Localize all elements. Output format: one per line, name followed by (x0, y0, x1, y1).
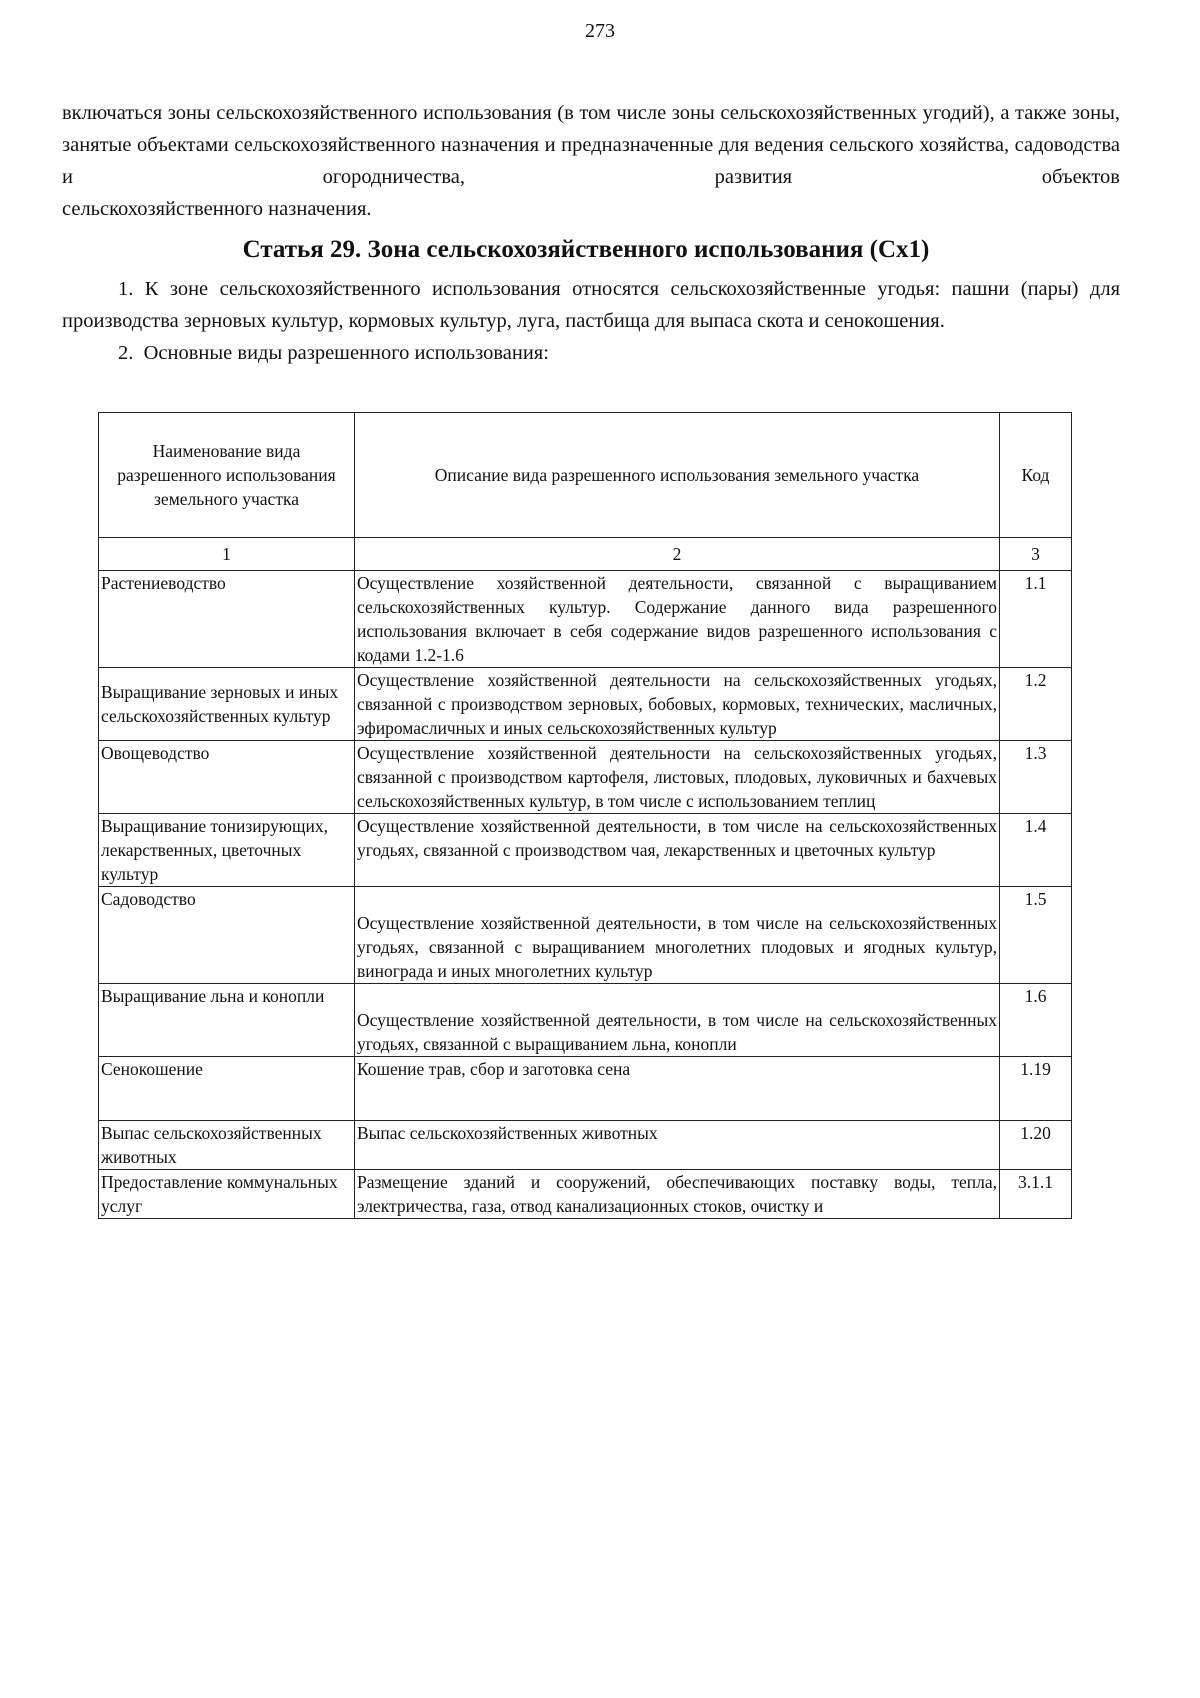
table-row (99, 668, 1072, 741)
use-description: Осуществление хозяйственной деятельности на сельскохозяйственных угодьях, связанной с производством зерновых, бобовых, кормовых, технических, масличных, эфиромасличных и иных сельскохозяйственных культур (355, 668, 1000, 741)
header-description: Описание вида разрешенного использования земельного участка (355, 413, 1000, 538)
table-header-row (99, 413, 1072, 538)
use-code: 1.3 (1000, 741, 1072, 814)
use-name: Сенокошение (99, 1057, 355, 1121)
use-code: 1.1 (1000, 571, 1072, 668)
use-name: Выращивание зерновых и иных сельскохозяйственных культур (99, 668, 355, 741)
use-description: Выпас сельскохозяйственных животных (355, 1121, 1000, 1170)
article-item-2: 2. Основные виды разрешенного использования: (118, 342, 549, 364)
table-row (99, 887, 1072, 984)
use-description: Осуществление хозяйственной деятельности, связанной с выращиванием сельскохозяйственных культур. Содержание данного вида разрешенного использования включает в себя содержание видов разрешенного использования с кодами 1.2-1.6 (355, 571, 1000, 668)
use-name: Овощеводство (99, 741, 355, 814)
use-code: 1.19 (1000, 1057, 1072, 1121)
use-name: Выращивание льна и конопли (99, 984, 355, 1057)
table-row (99, 1121, 1072, 1170)
header-code: Код (1000, 413, 1072, 538)
document-body (62, 97, 1120, 369)
use-code: 1.2 (1000, 668, 1072, 741)
table-row (99, 814, 1072, 887)
use-name: Выращивание тонизирующих, лекарственных, цветочных культур (99, 814, 355, 887)
use-name: Садоводство (99, 887, 355, 984)
table-row (99, 984, 1072, 1057)
intro-paragraph-end: сельскохозяйственного назначения. (62, 198, 372, 220)
use-code: 1.6 (1000, 984, 1072, 1057)
use-name: Выпас сельскохозяйственных животных (99, 1121, 355, 1170)
column-number: 1 (99, 538, 355, 571)
use-name: Предоставление коммунальных услуг (99, 1170, 355, 1219)
column-number: 3 (1000, 538, 1072, 571)
permitted-uses-table (98, 412, 1072, 1219)
use-description: Размещение зданий и сооружений, обеспечивающих поставку воды, тепла, электричества, газа, отвод канализационных стоков, очистку и (355, 1170, 1000, 1219)
header-name: Наименование вида разрешенного использования земельного участка (99, 413, 355, 538)
article-title: Статья 29. Зона сельскохозяйственного использования (Сх1) (242, 236, 930, 263)
use-code: 3.1.1 (1000, 1170, 1072, 1219)
use-code: 1.20 (1000, 1121, 1072, 1170)
use-name: Растениеводство (99, 571, 355, 668)
article-item-1: 1. К зоне сельскохозяйственного использования относятся сельскохозяйственные угодья: пашни (пары) для производства зерновых культур, кормовых культур, луга, пастбища для выпаса скота и сенокошения. (62, 278, 1120, 332)
use-description: Кошение трав, сбор и заготовка сена (355, 1057, 1000, 1121)
intro-paragraph: включаться зоны сельскохозяйственного использования (в том числе зоны сельскохозяйственных угодий), а также зоны, занятые объектами сельскохозяйственного назначения и предназначенные для ведения сельского хозяйства, садоводства и огородничества, развития объектов (62, 102, 1120, 188)
use-description: Осуществление хозяйственной деятельности на сельскохозяйственных угодьях, связанной с производством картофеля, листовых, плодовых, луковичных и бахчевых сельскохозяйственных культур, в том числе с использованием теплиц (355, 741, 1000, 814)
use-code: 1.5 (1000, 887, 1072, 984)
page-number: 273 (585, 20, 615, 42)
use-description: Осуществление хозяйственной деятельности, в том числе на сельскохозяйственных угодьях, связанной с производством чая, лекарственных и цветочных культур (355, 814, 1000, 887)
column-number: 2 (355, 538, 1000, 571)
use-description: Осуществление хозяйственной деятельности, в том числе на сельскохозяйственных угодьях, связанной с выращиванием многолетних плодовых и ягодных культур, винограда и иных многолетних культур (355, 887, 1000, 984)
table-row (99, 571, 1072, 668)
use-description: Осуществление хозяйственной деятельности, в том числе на сельскохозяйственных угодьях, связанной с выращиванием льна, конопли (355, 984, 1000, 1057)
table-row (99, 741, 1072, 814)
table-row (99, 1170, 1072, 1219)
table-row (99, 1057, 1072, 1121)
column-number-row (99, 538, 1072, 571)
use-code: 1.4 (1000, 814, 1072, 887)
